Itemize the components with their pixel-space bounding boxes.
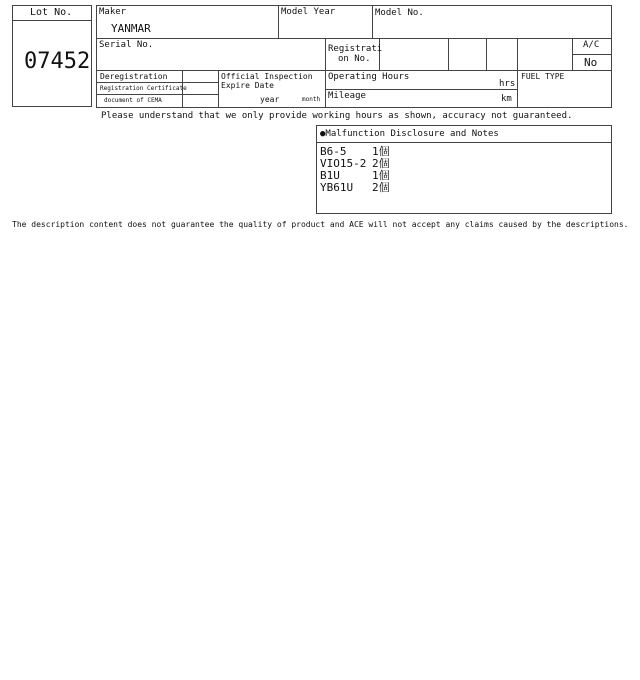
malfunction-model: YB61U — [320, 181, 354, 194]
malfunction-qty: 1個 — [372, 145, 390, 158]
grid-col-divider-model-no — [372, 5, 373, 38]
grid-row-divider-2 — [96, 70, 612, 71]
grid-col-divider-reg-2 — [448, 38, 449, 70]
inspection-month-label: month — [302, 96, 321, 103]
mileage-label: Mileage — [328, 91, 366, 101]
operating-hours-unit: hrs — [499, 79, 516, 89]
operating-hours-label: Operating Hours — [328, 72, 410, 82]
registration-certificate-label: Registration Certificate — [100, 85, 187, 92]
inspection-label-line2: Expire Date — [221, 81, 274, 90]
malfunction-list — [320, 146, 520, 194]
grid-col-divider-ac — [572, 38, 573, 70]
grid-col-divider-reg — [325, 38, 326, 108]
grid-col-divider-inspection — [218, 70, 219, 108]
malfunction-qty: 1個 — [372, 169, 390, 182]
malfunction-title: ●Malfunction Disclosure and Notes — [320, 129, 499, 139]
serial-label: Serial No. — [99, 40, 154, 50]
malfunction-qty: 2個 — [372, 181, 390, 194]
maker-label: Maker — [99, 7, 127, 17]
grid-row-divider-1 — [96, 38, 612, 39]
grid-col-divider-reg-3 — [486, 38, 487, 70]
grid-col-divider-fuel — [517, 38, 518, 108]
ac-divider — [572, 54, 612, 55]
malfunction-title-divider — [316, 142, 612, 143]
malfunction-qty: 2個 — [372, 157, 390, 170]
lot-label: Lot No. — [30, 7, 73, 18]
hours-mileage-divider — [325, 89, 517, 90]
dereg-divider-2 — [96, 94, 218, 95]
deregistration-label: Deregistration — [100, 72, 168, 81]
hours-notice: Please understand that we only provide working hours as shown, accuracy not guaranteed. — [101, 111, 573, 121]
malfunction-model: B1U — [320, 169, 340, 182]
ac-value: No — [584, 56, 598, 69]
lot-label-divider — [12, 20, 92, 21]
mileage-unit: km — [501, 94, 512, 104]
disclaimer: The description content does not guarantee the quality of product and ACE will not accept any claims caused by the descriptions. — [12, 220, 629, 229]
malfunction-model: B6-5 — [320, 145, 347, 158]
list-item — [320, 182, 520, 194]
malfunction-model: VIO15-2 — [320, 157, 367, 170]
registration-label-line1: Registrati — [328, 44, 383, 54]
lot-number: 07452 — [24, 49, 91, 74]
grid-col-divider-reg-1 — [379, 38, 380, 70]
fuel-type-label: FUEL TYPE — [521, 72, 565, 81]
inspection-year-label: year — [260, 95, 280, 104]
list-item — [320, 158, 520, 170]
cema-document-label: document of CEMA — [104, 97, 162, 104]
model-no-label: Model No. — [375, 8, 424, 18]
dereg-divider-1 — [96, 82, 218, 83]
registration-label-line2: on No. — [338, 54, 371, 64]
ac-label: A/C — [583, 40, 600, 50]
inspection-label-line1: Official Inspection — [221, 72, 313, 81]
grid-col-divider-model-year — [278, 5, 279, 38]
maker-value: YANMAR — [111, 22, 151, 35]
model-year-label: Model Year — [281, 7, 336, 17]
